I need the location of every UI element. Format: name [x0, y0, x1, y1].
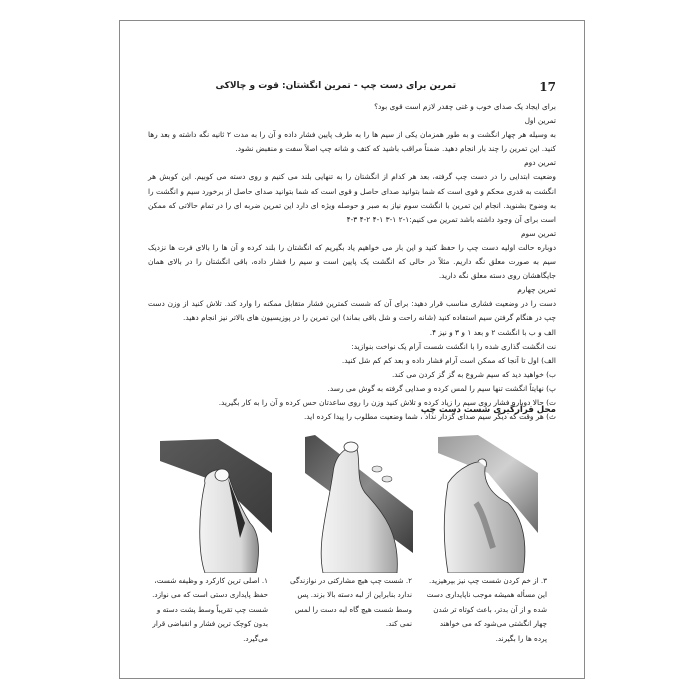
step-pe: پ) نهایتاً انگشت تنها سیم را لمس کرده و صدایی گرفته به گوش می رسد. — [327, 383, 556, 393]
exercise-4-heading: تمرین چهارم — [517, 285, 556, 295]
intro-question: برای ایجاد یک صدای خوب و غنی چقدر لازم است قوی بود؟ — [374, 102, 556, 111]
hand-thumb-bent-illustration — [438, 433, 538, 573]
exercise-4-text: دست را در وضعیت فشاری مناسب قرار دهید: برای آن که شست کمترین فشار متقابل ممکنه را وارد کند. تلاش کنید از وزن دست چپ در هنگام گرفتن سیم استفاده کنید (شانه راحت و شل باقی بماند) این تمرین را در پوزیسیون های بالاتر نیز انجام دهید. — [148, 299, 556, 323]
step-se: ث) هر وقت که دیگر سیم صدای گزدار نداد ، شما وضعیت مطلوب را پیدا کرده اید. — [303, 412, 556, 422]
figure-1-caption: ۱. اصلی ترین کارکرد و وظیفه شست، حفظ پایداری دستی است که می نوازد. شست چپ تقریباً وسط پشت دسته و بدون کوچک ترین فشار و انقباضی قرار می‌گیرد. — [152, 576, 268, 643]
book-page — [119, 20, 585, 679]
step-te: ت) حالا دوباره فشار روی سیم را زیاد کرده و تلاش کنید وزن را روی ساعدتان حس کرده و آن را به کار بگیرید. — [218, 397, 556, 407]
step-be: ب) خواهید دید که سیم شروع به گز گز کردن می کند. — [391, 369, 556, 379]
figure-2-caption: ۲. شست چپ هیچ مشارکتی در نوازندگی ندارد بنابراین از لبه دسته بالا بزند. پس وسط شست هیچ گاه لبه دست را لمس نمی کند. — [289, 576, 412, 629]
exercise-3-text: دوباره حالت اولیه دست چپ را حفظ کنید و این بار می خواهیم یاد بگیریم که انگشتان را بلند کرده و آن ها را بالای فرت ها نزدیک سیم به صورت معلق نگه داریم. مثلاً در حالی که انگشت یک پایین است و سیم را فشار داده، باقی انگشتان را در بالای همان جایگاهشان روی دسته معلق نگه دارید. — [148, 242, 556, 281]
exercise-1-heading: تمرین اول — [524, 116, 556, 126]
page-header — [120, 80, 584, 96]
exercise-1-text: به وسیله هر چهار انگشت و به طور همزمان یکی از سیم ها را به طرف پایین فشار داده و آن را به مدت ۲ ثانیه نگه داشته و بعد رها کنید. این تمرین را چند بار انجام دهید. ضمناً مراقب باشید که کتف و شانه چپ اصلاً سفت و منقبض نشود. — [148, 130, 556, 154]
exercise-4-fingers: الف و ب با انگشت ۲ و بعد ۱ و ۳ و نیز ۴. — [429, 327, 556, 337]
body-text — [148, 100, 556, 424]
figure-3-caption: ۳. از خم کردن شست چپ نیز بپرهیزید. این مسأله همیشه موجب ناپایداری دست شده و از آن بدتر، باعث کوتاه تر شدن چهار انگشتی می‌شود که می خواهند پرده ها را بگیرند. — [426, 576, 547, 643]
exercise-3-heading: تمرین سوم — [520, 228, 556, 238]
page-number: 17 — [539, 80, 556, 94]
hand-thumb-over-neck-illustration — [305, 433, 413, 573]
section-heading: محل قرارگیری شست دست چپ — [420, 405, 556, 415]
exercise-2-heading: تمرین دوم — [524, 158, 556, 168]
hand-thumb-behind-neck-illustration — [160, 433, 272, 573]
exercise-2-text: وضعیت ابتدایی را در دست چپ گرفته، بعد هر کدام از انگشتان را به تنهایی بلند می کنیم و روی دسته می کوبیم. این کوبش هر انگشت به قدری محکم و قوی است که شما بتوانید صدای حاصل و قوی است که شما بتوانید صدای حاصل از برخورد سیم و انگشت را به وضوح بشنوید. انجام این تمرین با انگشت سوم نیاز به صبر و حوصله ویژه ای دارد این تمرین ضربه ای را در تمام حالاتی که ممکن است برای آن وجود داشته باشد تمرین می کنیم:۱-۲ ۱-۳ ۱-۴ ۲-۴ ۳-۴ — [148, 172, 556, 224]
running-title: تمرین برای دست چپ - تمرین انگشتان: قوت و چالاکی — [215, 81, 456, 91]
step-alef: الف) اول تا آنجا که ممکن است آرام فشار داده و بعد کم کم شل کنید. — [341, 355, 556, 365]
exercise-4-instruction: نت انگشت گذاری شده را با انگشت شست آرام یک نواخت بنوازید: — [351, 341, 556, 351]
